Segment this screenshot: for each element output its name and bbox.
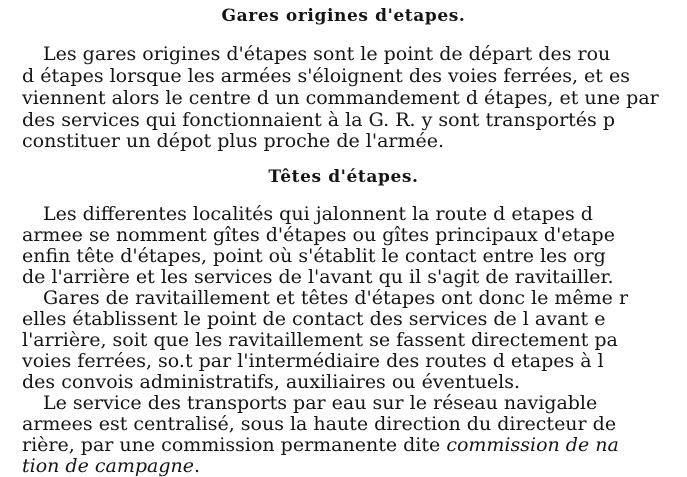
text-line: Le service des transports par eau sur le réseau navigable — [43, 392, 598, 414]
section-heading-tetes-etapes: Têtes d'étapes. — [268, 167, 419, 187]
text-line: l'arrière, soit que les ravitaillement se fassent directement pa — [22, 329, 618, 351]
text-line-mixed — [22, 435, 619, 455]
text-line: de l'arrière et les services de l'avant qu il s'agit de ravitailler. — [22, 266, 614, 288]
text-line: armee se nomment gîtes d'étapes ou gîtes principaux d'etape — [22, 224, 615, 246]
italic-term: commission de na — [446, 434, 619, 456]
text-line: voies ferrées, so.t par l'intermédiaire des routes d etapes à l — [22, 350, 604, 372]
text-span: . — [194, 455, 201, 477]
text-line: Les differentes localités qui jalonnent la route d etapes d — [43, 203, 593, 225]
text-line: des services qui fonctionnaient à la G. R. y sont transportés p — [22, 109, 616, 131]
text-line: viennent alors le centre d un commandement d étapes, et une par — [22, 87, 659, 109]
italic-term: tion de campagne — [22, 455, 194, 477]
text-line: d étapes lorsque les armées s'éloignent des voies ferrées, et es — [22, 65, 630, 87]
text-line: enfin tête d'étapes, point où s'établit le contact entre les org — [22, 245, 606, 267]
text-line: Gares de ravitaillement et têtes d'étapes ont donc le même r — [43, 287, 629, 309]
text-line: Les gares origines d'étapes sont le point de départ des rou — [43, 43, 611, 65]
text-line: des convois administratifs, auxiliaires ou éventuels. — [22, 371, 521, 393]
text-line: elles établissent le point de contact des services de l avant e — [22, 308, 606, 330]
text-span: rière, par une commission permanente dite — [22, 434, 441, 456]
text-line-mixed — [22, 456, 200, 476]
text-line: armees est centralisé, sous la haute direction du directeur de — [22, 413, 617, 435]
text-line: constituer un dépot plus proche de l'armée. — [22, 130, 445, 152]
section-heading-gares-origines: Gares origines d'etapes. — [221, 6, 466, 26]
